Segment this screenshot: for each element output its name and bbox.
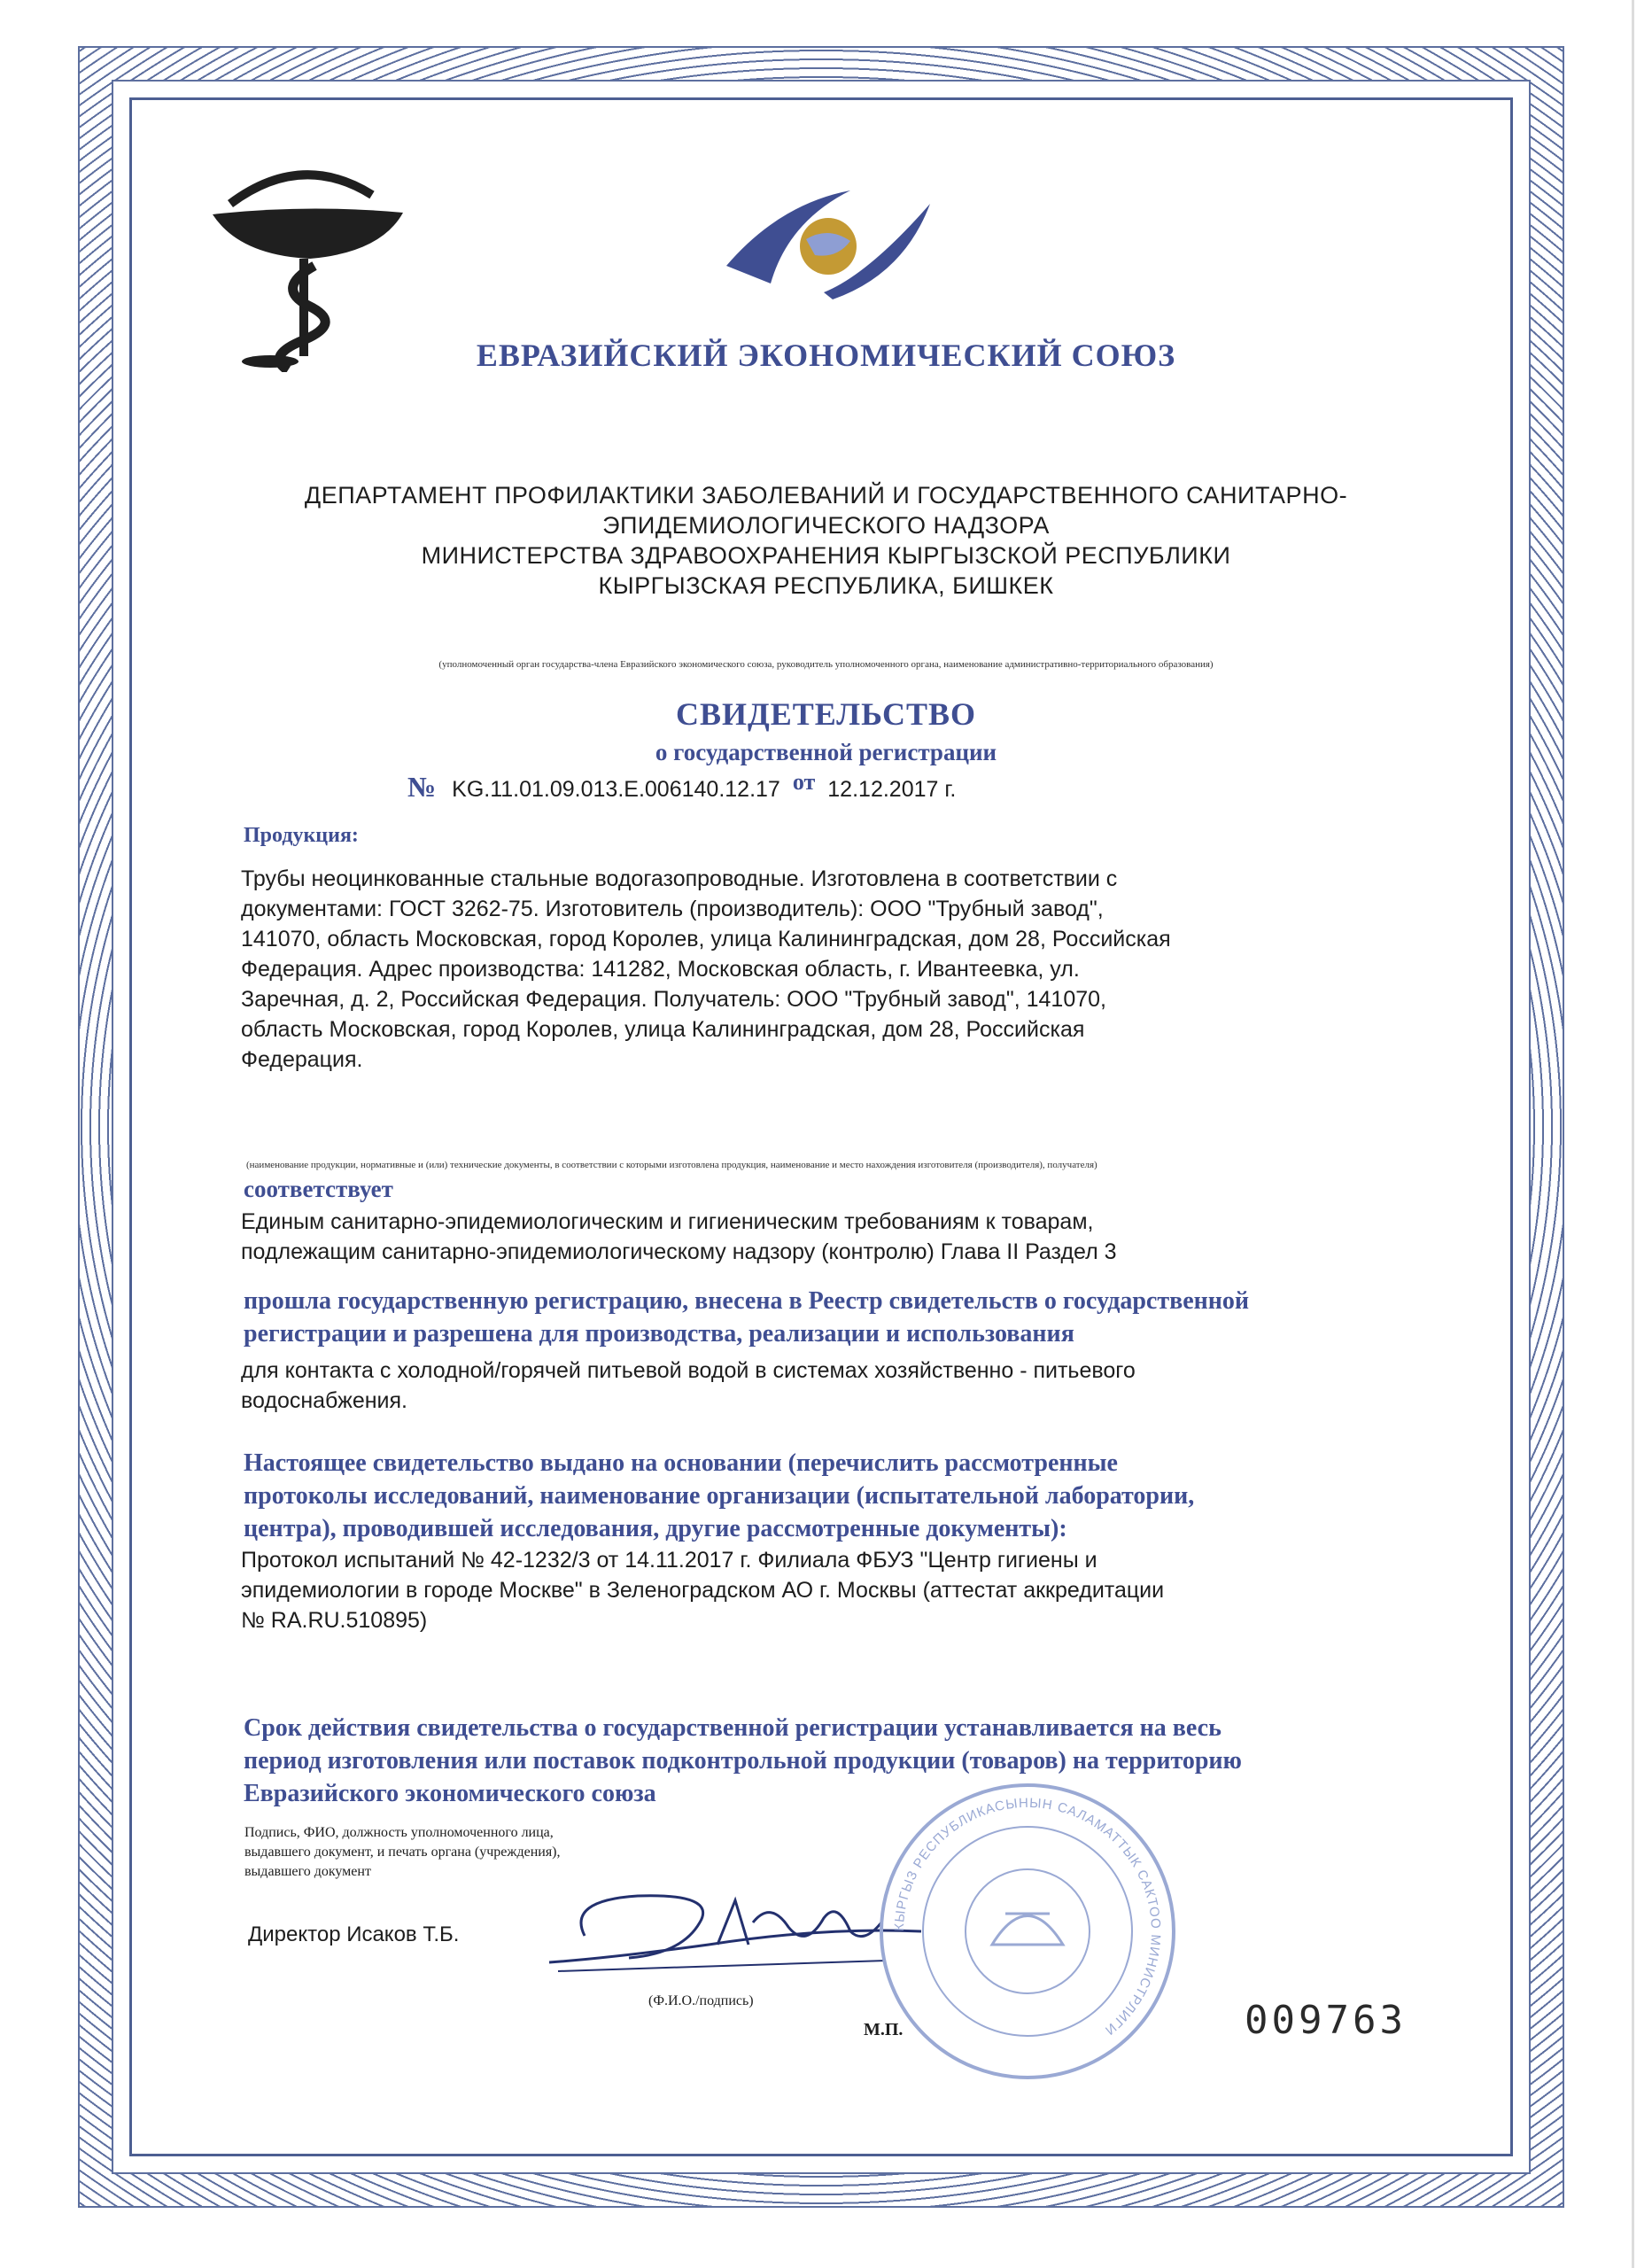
eaeu-emblem-icon xyxy=(717,186,939,301)
department-line-3: МИНИСТЕРСТВА ЗДРАВООХРАНЕНИЯ КЫРГЫЗСКОЙ РЕСПУБЛИКИ xyxy=(421,542,1231,569)
basis-heading-line-3: центра), проводившей исследования, другие рассмотренные документы): xyxy=(244,1515,1067,1542)
fio-label: (Ф.И.О./подпись) xyxy=(648,1993,754,2008)
signer-name: Директор Исаков Т.Б. xyxy=(248,1922,460,1946)
official-seal-icon xyxy=(877,1781,1178,2082)
certificate-date: 12.12.2017 г. xyxy=(827,777,957,802)
product-line-5: Заречная, д. 2, Российская Федерация. Получатель: ООО "Трубный завод", 141070, xyxy=(241,987,1106,1012)
seal-text: КЫРГЫЗ РЕСПУБЛИКАСЫНЫН САЛАМАТТЫК САКТОО МИНИСТРЛИГИ xyxy=(891,1795,1164,2039)
product-line-4: Федерация. Адрес производства: 141282, Московская область, г. Ивантеевка, ул. xyxy=(241,957,1080,982)
serial-number: 009763 xyxy=(1245,1998,1407,2043)
product-line-7: Федерация. xyxy=(241,1047,363,1072)
product-line-1: Трубы неоцинкованные стальные водогазопроводные. Изготовлена в соответствии с xyxy=(241,866,1118,891)
product-label: Продукция: xyxy=(244,824,359,847)
signature-icon xyxy=(531,1883,930,1989)
registration-heading-line-2: регистрации и разрешена для производства, реализации и использования xyxy=(244,1320,1074,1348)
certificate-number-line xyxy=(407,771,956,804)
registration-heading-line-1: прошла государственную регистрацию, внесена в Реестр свидетельств о государственной xyxy=(244,1287,1250,1315)
number-sign: № xyxy=(407,771,437,803)
registration-line-2: водоснабжения. xyxy=(241,1388,407,1413)
product-note: (наименование продукции, нормативные и (или) технические документы, в соответствии с которыми изготовлена продукция, наименование и место нахождения изготовителя (производителя), получателя) xyxy=(246,1160,1097,1170)
registration-line-1: для контакта с холодной/горячей питьевой водой в системах хозяйственно - питьевого xyxy=(241,1358,1136,1383)
signature-caption-line-1: Подпись, ФИО, должность уполномоченного лица, xyxy=(244,1825,554,1840)
basis-heading-line-2: протоколы исследований, наименование организации (испытательной лаборатории, xyxy=(244,1482,1195,1510)
compliance-label: соответствует xyxy=(244,1176,393,1202)
basis-heading-line-1: Настоящее свидетельство выдано на основании (перечислить рассмотренные xyxy=(244,1449,1118,1477)
basis-line-3: № RA.RU.510895) xyxy=(241,1608,428,1633)
certificate-title: СВИДЕТЕЛЬСТВО xyxy=(675,696,977,732)
compliance-line-2: подлежащим санитарно-эпидемиологическому надзору (контролю) Глава II Раздел 3 xyxy=(241,1239,1117,1264)
basis-line-2: эпидемиологии в городе Москве" в Зеленоградском АО г. Москвы (аттестат аккредитации xyxy=(241,1578,1165,1603)
product-line-3: 141070, область Московская, город Королев, улица Калининградская, дом 28, Российская xyxy=(241,927,1171,951)
validity-line-1: Срок действия свидетельства о государственной регистрации устанавливается на весь xyxy=(244,1714,1222,1742)
basis-line-1: Протокол испытаний № 42-1232/3 от 14.11.2017 г. Филиала ФБУЗ "Центр гигиены и xyxy=(241,1548,1097,1573)
validity-line-3: Евразийского экономического союза xyxy=(244,1780,656,1807)
signature-caption-line-2: выдавшего документ, и печать органа (учреждения), xyxy=(244,1845,561,1860)
union-title: ЕВРАЗИЙСКИЙ ЭКОНОМИЧЕСКИЙ СОЮЗ xyxy=(476,338,1176,373)
product-line-6: область Московская, город Королев, улица Калининградская, дом 28, Российская xyxy=(241,1017,1085,1042)
from-label: от xyxy=(792,769,816,795)
validity-line-2: период изготовления или поставок подконтрольной продукции (товаров) на территорию xyxy=(244,1747,1242,1775)
authority-note: (уполномоченный орган государства-члена Евразийского экономического союза, руководитель уполномоченного органа, наименование административно-территориального образования) xyxy=(438,659,1214,670)
certificate-number: KG.11.01.09.013.E.006140.12.17 xyxy=(452,777,780,802)
signature-caption-line-3: выдавшего документ xyxy=(244,1864,371,1879)
stamp-place-label: М.П. xyxy=(864,2020,904,2039)
department-line-1: ДЕПАРТАМЕНТ ПРОФИЛАКТИКИ ЗАБОЛЕВАНИЙ И ГОСУДАРСТВЕННОГО САНИТАРНО- xyxy=(304,482,1348,509)
product-line-2: документами: ГОСТ 3262-75. Изготовитель (производитель): ООО "Трубный завод", xyxy=(241,897,1104,921)
certificate-subtitle: о государственной регистрации xyxy=(655,739,997,765)
compliance-line-1: Единым санитарно-эпидемиологическим и гигиеническим требованиям к товарам, xyxy=(241,1209,1094,1234)
department-line-4: КЫРГЫЗСКАЯ РЕСПУБЛИКА, БИШКЕК xyxy=(598,572,1054,599)
department-line-2: ЭПИДЕМИОЛОГИЧЕСКОГО НАДЗОРА xyxy=(602,512,1050,539)
